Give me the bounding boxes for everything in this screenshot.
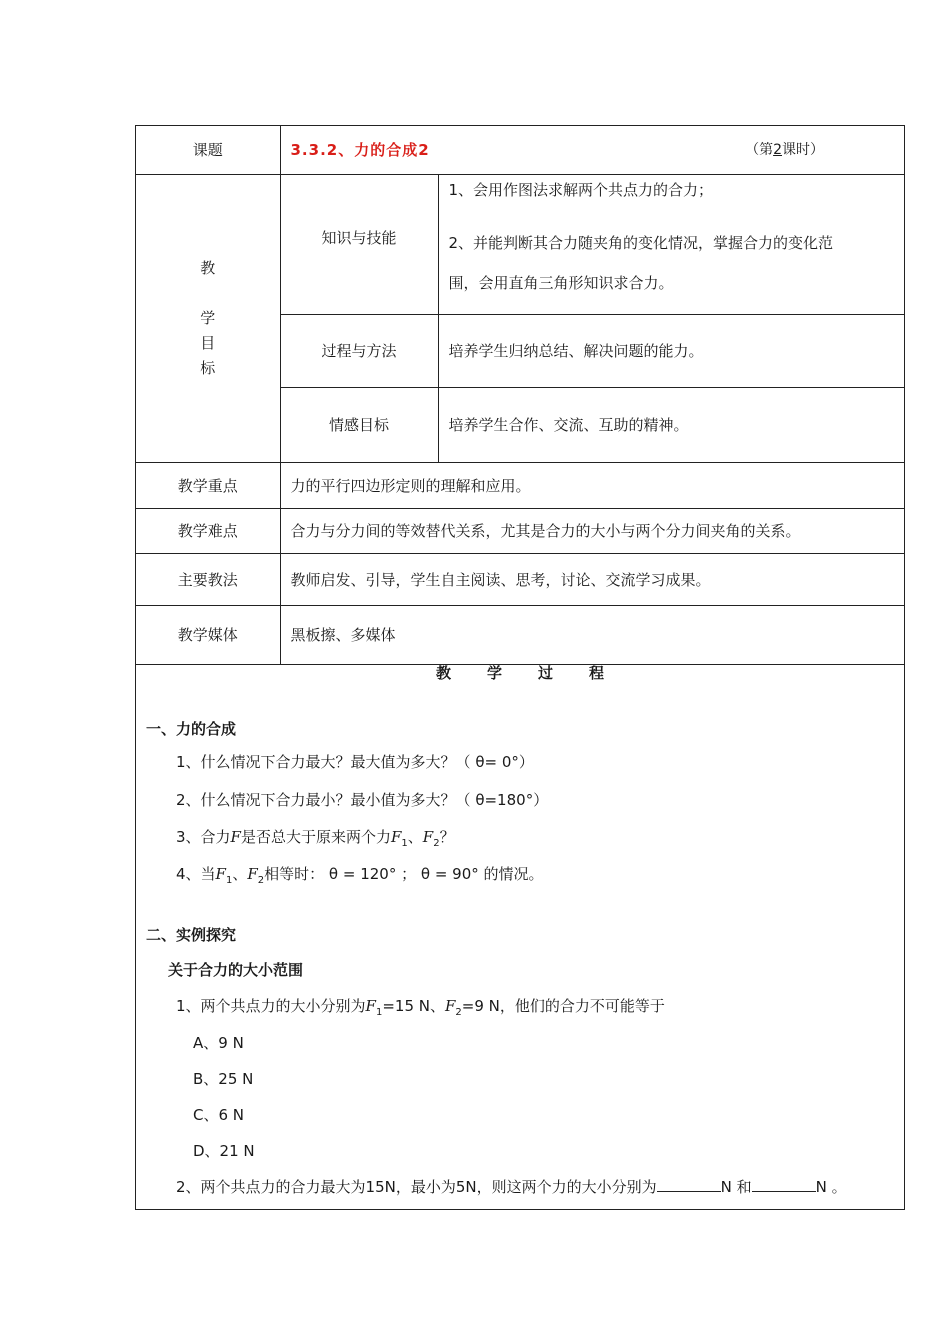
- topic-label: 课题: [136, 126, 280, 174]
- answer-blank-1[interactable]: [657, 1177, 721, 1192]
- question-3-part: ？: [439, 828, 455, 846]
- objectives-label: [136, 174, 280, 462]
- question-3-part: 3、合力: [176, 828, 231, 846]
- info-row-method: [136, 553, 904, 605]
- question-3: [176, 826, 455, 849]
- option-a: A、9 N: [193, 1034, 244, 1052]
- question-4-part: 4、当: [176, 865, 216, 883]
- info-row-key-point: [136, 462, 904, 508]
- problem-2-part: N 。: [815, 1178, 847, 1196]
- problem-2-part: 2、两个共点力的合力最大为15N，最小为5N，则这两个力的大小分别为: [176, 1178, 657, 1196]
- problem-1-part: 1、两个共点力的大小分别为: [176, 997, 366, 1015]
- method-value: 教师启发、引导，学生自主阅读、思考，讨论、交流学习成果。: [280, 553, 904, 605]
- emotion-label: 情感目标: [280, 387, 438, 462]
- media-label: 教学媒体: [136, 605, 280, 664]
- objectives-char: 标: [200, 358, 216, 377]
- force-symbol: F: [390, 828, 402, 846]
- objectives-char: 学: [200, 308, 216, 327]
- option-b: B、25 N: [193, 1070, 254, 1088]
- lesson-title: [280, 126, 904, 174]
- method-label: 主要教法: [136, 553, 280, 605]
- answer-blank-2[interactable]: [752, 1177, 816, 1192]
- problem-1: [176, 995, 665, 1018]
- question-2: 2、什么情况下合力最小？最小值为多大？（ θ=180°）: [176, 791, 549, 809]
- force-subscript: 2: [433, 838, 440, 849]
- difficulty-label: 教学难点: [136, 508, 280, 553]
- force-subscript: 2: [455, 1007, 462, 1018]
- process-method-label: 过程与方法: [280, 314, 438, 387]
- media-value: 黑板擦、多媒体: [280, 605, 904, 664]
- question-3-part: 、: [407, 828, 423, 846]
- force-subscript: 1: [375, 1007, 383, 1018]
- header-row: [136, 126, 904, 174]
- problem-2: [176, 1176, 847, 1197]
- problem-1-part: =15 N、: [382, 997, 445, 1015]
- key-point-label: 教学重点: [136, 462, 280, 508]
- objectives-char: 目: [200, 333, 216, 352]
- knowledge-line: 围，会用直角三角形知识求合力。: [448, 273, 674, 292]
- option-c: C、6 N: [193, 1106, 245, 1124]
- info-row-difficulty: [136, 508, 904, 553]
- force-subscript: 2: [257, 875, 265, 886]
- section-heading-composition: 一、力的合成: [146, 720, 237, 738]
- emotion-content: 培养学生合作、交流、互助的精神。: [438, 387, 904, 462]
- question-4: [176, 863, 544, 886]
- period-prefix: （第: [745, 142, 774, 159]
- process-title: 教学过程: [435, 664, 640, 682]
- force-symbol: F: [247, 865, 258, 883]
- option-d: D、21 N: [193, 1142, 255, 1160]
- force-subscript: 1: [401, 838, 408, 849]
- question-3-part: 是否总大于原来两个力: [240, 828, 391, 846]
- question-1: 1、什么情况下合力最大？最大值为多大？（ θ= 0°）: [176, 753, 534, 771]
- force-symbol: F: [422, 828, 434, 846]
- process-method-content: 培养学生归纳总结、解决问题的能力。: [438, 314, 904, 387]
- key-point-value: 力的平行四边形定则的理解和应用。: [280, 462, 904, 508]
- problem-2-part: N 和: [720, 1178, 752, 1196]
- period-indicator: [745, 139, 824, 159]
- knowledge-line: 1、会用作图法求解两个共点力的合力；: [448, 180, 714, 199]
- knowledge-line: 2、并能判断其合力随夹角的变化情况，掌握合力的变化范: [448, 233, 834, 252]
- lesson-plan-sheet: [135, 125, 905, 1210]
- force-symbol: F: [215, 865, 226, 883]
- force-symbol: F: [445, 997, 456, 1015]
- teaching-process: [136, 656, 904, 1196]
- section-heading-examples: 二、实例探究: [146, 926, 237, 944]
- lesson-title-text: 3.3.2、力的合成2: [290, 141, 430, 160]
- force-symbol: F: [230, 828, 241, 846]
- knowledge-content: [438, 174, 904, 314]
- question-4-part: 相等时： θ = 120° ； θ = 90° 的情况。: [264, 865, 544, 883]
- lesson-plan-table: [136, 126, 904, 665]
- knowledge-label: 知识与技能: [280, 174, 438, 314]
- objective-row-knowledge: [136, 174, 904, 314]
- objectives-char: 教: [200, 258, 216, 277]
- force-symbol: F: [365, 997, 376, 1015]
- force-subscript: 1: [225, 875, 233, 886]
- problem-1-part: =9 N，他们的合力不可能等于: [461, 997, 665, 1015]
- difficulty-value: 合力与分力间的等效替代关系，尤其是合力的大小与两个分力间夹角的关系。: [280, 508, 904, 553]
- subsection-heading: 关于合力的大小范围: [168, 961, 304, 979]
- period-number: 2: [773, 142, 783, 159]
- question-4-part: 、: [232, 865, 248, 883]
- period-suffix: 课时）: [782, 142, 825, 159]
